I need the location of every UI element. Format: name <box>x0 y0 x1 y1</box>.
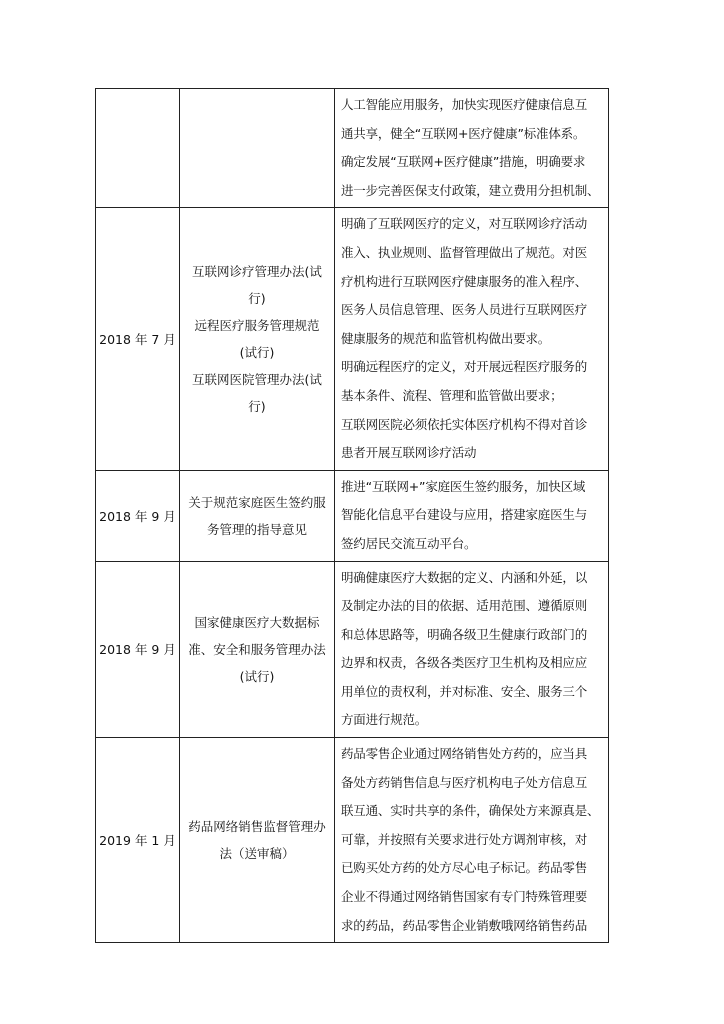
policy-name-cell <box>180 89 335 208</box>
content-line: 用单位的责权利，并对标准、安全、服务三个 <box>341 683 588 699</box>
content-line: 医务人员信息管理、医务人员进行互联网医疗 <box>341 302 588 318</box>
policy-name-line: (试行) <box>239 668 275 684</box>
content-line: 和总体思路等，明确各级卫生健康行政部门的 <box>341 626 588 642</box>
policy-name-line: 行) <box>248 291 266 307</box>
content-line: 及制定办法的目的依据、适用范围、遵循原则 <box>341 598 588 614</box>
content-line: 患者开展互联网诊疗活动 <box>341 445 477 461</box>
content-line: 签约居民交流互动平台。 <box>341 535 477 551</box>
policy-name-cell <box>180 470 335 561</box>
policy-content-cell <box>335 561 609 738</box>
policy-name-line: 远程医疗服务管理规范 <box>194 318 320 334</box>
date-cell <box>96 89 180 208</box>
content-line: 药品零售企业通过网络销售处方药的，应当具 <box>341 746 588 762</box>
content-line: 企业不得通过网络销售国家有专门特殊管理要 <box>341 889 588 905</box>
content-line: 边界和权责，各级各类医疗卫生机构及相应应 <box>341 655 588 671</box>
content-line: 健康服务的规范和监管机构做出要求。 <box>341 330 551 346</box>
table-row <box>96 738 609 943</box>
policy-content-cell <box>335 738 609 943</box>
content-line: 疗机构进行互联网医疗健康服务的准入程序、 <box>341 273 588 289</box>
policy-name-line: 准、安全和服务管理办法 <box>188 641 326 657</box>
policy-name-line: 互联网医院管理办法(试 <box>192 372 322 388</box>
policy-content-cell <box>335 470 609 561</box>
content-line: 方面进行规范。 <box>341 712 428 728</box>
policy-name-line: 法（送审稿） <box>219 846 295 862</box>
content-line: 进一步完善医保支付政策，建立费用分担机制、 <box>341 182 600 198</box>
policy-name-line: 国家健康医疗大数据标 <box>194 614 320 630</box>
table-row <box>96 470 609 561</box>
policy-name-cell <box>180 561 335 738</box>
content-line: 已购买处方药的处方尽心电子标记。药品零售 <box>341 860 588 876</box>
table-row <box>96 89 609 208</box>
policy-name-cell <box>180 738 335 943</box>
content-line: 可靠，并按照有关要求进行处方调剂审核，对 <box>341 831 588 847</box>
policy-name-cell <box>180 208 335 470</box>
policy-name-line: (试行) <box>239 345 275 361</box>
content-line: 互联网医院必须依托实体医疗机构不得对首诊 <box>341 416 588 432</box>
content-line: 明确了互联网医疗的定义，对互联网诊疗活动 <box>341 216 588 232</box>
table-row <box>96 561 609 738</box>
policy-name-line: 关于规范家庭医生签约服 <box>188 494 326 510</box>
policy-content-cell <box>335 208 609 470</box>
policy-name-line: 药品网络销售监督管理办 <box>188 819 326 835</box>
content-line: 明确远程医疗的定义，对开展远程医疗服务的 <box>341 359 588 375</box>
content-line: 明确健康医疗大数据的定义、内涵和外延，以 <box>341 569 588 585</box>
date-cell: 2018 年 9 月 <box>96 470 180 561</box>
date-cell: 2018 年 7 月 <box>96 208 180 470</box>
policy-name-line: 务管理的指导意见 <box>206 521 307 537</box>
content-line: 准入、执业规则、监督管理做出了规范。对医 <box>341 244 588 260</box>
content-line: 基本条件、流程、管理和监管做出要求； <box>341 387 563 403</box>
content-line: 求的药品，药品零售企业销敷哦网络销售药品 <box>341 917 588 933</box>
policy-table <box>95 88 609 943</box>
content-line: 智能化信息平台建设与应用，搭建家庭医生与 <box>341 507 588 523</box>
policy-content-cell <box>335 89 609 208</box>
date-cell: 2019 年 1 月 <box>96 738 180 943</box>
content-line: 通共享，健全“互联网+医疗健康”标准体系。 <box>341 125 586 141</box>
policy-name-line: 互联网诊疗管理办法(试 <box>192 264 322 280</box>
content-line: 备处方药销售信息与医疗机构电子处方信息互 <box>341 774 588 790</box>
date-cell: 2018 年 9 月 <box>96 561 180 738</box>
content-line: 推进“互联网+”家庭医生签约服务，加快区域 <box>341 478 586 494</box>
content-line: 联互通、实时共享的条件，确保处方来源真是、 <box>341 803 600 819</box>
policy-name-line: 行) <box>248 399 266 415</box>
content-line: 人工智能应用服务，加快实现医疗健康信息互 <box>341 97 588 112</box>
table-row <box>96 208 609 470</box>
content-line: 确定发展“互联网+医疗健康”措施，明确要求 <box>341 154 586 170</box>
